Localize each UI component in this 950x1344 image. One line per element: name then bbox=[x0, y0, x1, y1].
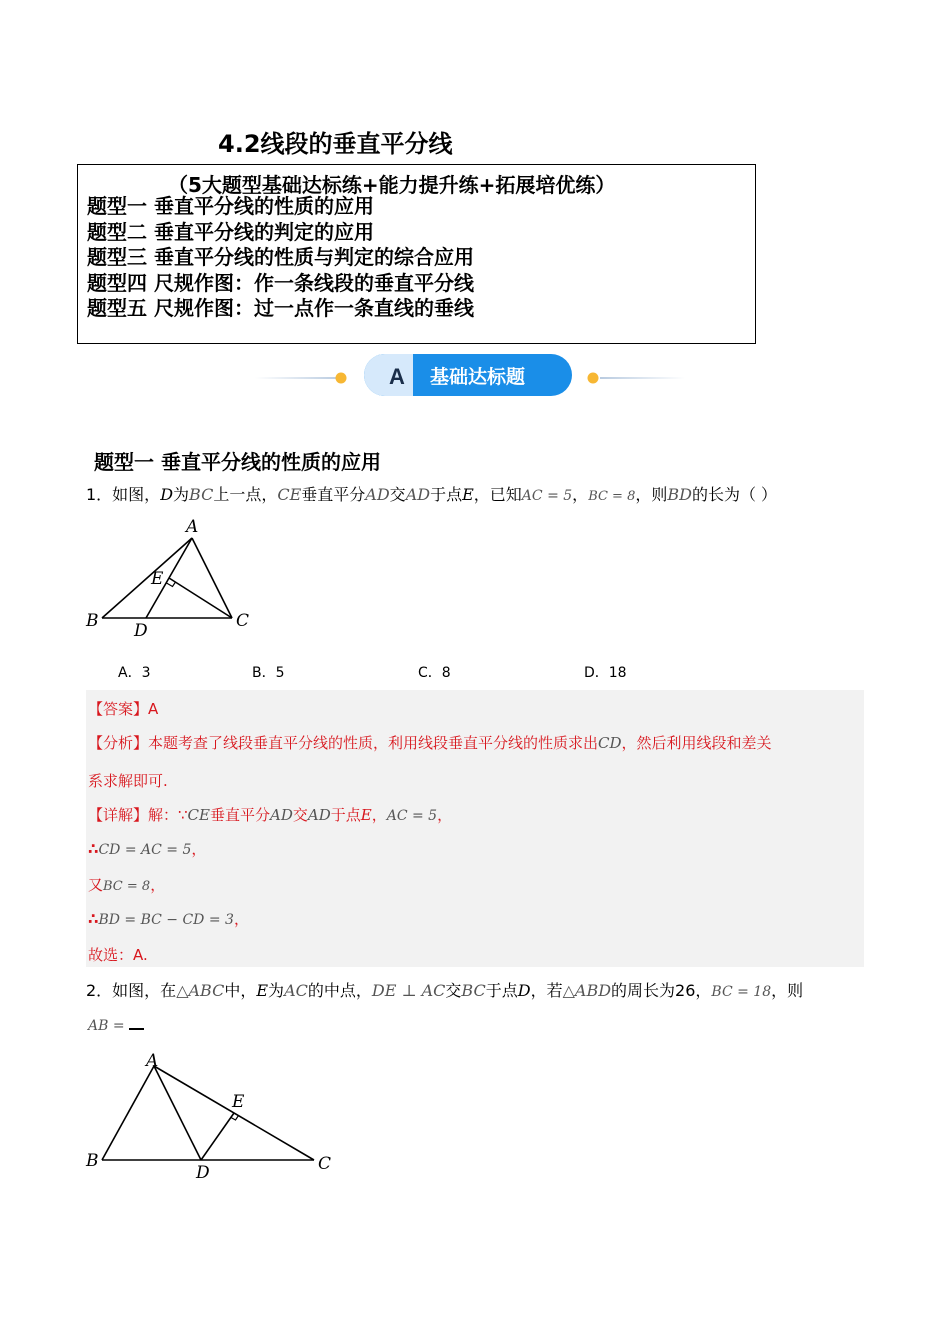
q1-text: 1．如图， bbox=[86, 485, 161, 504]
label-E: E bbox=[232, 1092, 245, 1112]
segment-DE bbox=[201, 1113, 234, 1160]
analysis-text: 【分析】本题考查了线段垂直平分线的性质，利用线段垂直平分线的性质求出 bbox=[88, 734, 599, 752]
math-var: E bbox=[462, 485, 474, 504]
banner-text: 基础达标题 bbox=[430, 366, 526, 388]
detail-text: ， bbox=[371, 806, 387, 824]
analysis-line-2: 系求解即可. bbox=[88, 772, 168, 790]
detail-text: ， bbox=[150, 876, 166, 894]
detail-text: ， bbox=[191, 840, 207, 858]
figure-1 bbox=[80, 516, 260, 640]
q2-text: 为 bbox=[268, 981, 285, 1000]
q2-text: ，若 bbox=[530, 981, 563, 1000]
answer-line: 【答案】A bbox=[88, 700, 159, 718]
q2-text: 2．如图，在 bbox=[86, 981, 177, 1000]
label-A: A bbox=[146, 1051, 159, 1071]
detail-text: ， bbox=[437, 806, 453, 824]
detail-line-3 bbox=[88, 874, 165, 895]
choice-d: D．18 bbox=[584, 665, 627, 681]
therefore-sign: ∴ bbox=[88, 910, 99, 928]
q1-text: 于点 bbox=[430, 485, 463, 504]
banner-letter: A bbox=[389, 364, 405, 389]
label-E: E bbox=[151, 569, 164, 589]
math-expr: BC = 8 bbox=[103, 879, 151, 894]
q1-text: 上一点， bbox=[213, 485, 278, 504]
math-var: AD bbox=[405, 485, 431, 504]
math-expr: AC = 5 bbox=[386, 808, 438, 824]
section-heading: 题型一 垂直平分线的性质的应用 bbox=[94, 450, 381, 474]
math-var: BC bbox=[189, 485, 214, 504]
detail-text: 交 bbox=[292, 806, 308, 824]
right-angle-mark bbox=[167, 582, 176, 587]
math-expr: BC = 8 bbox=[588, 489, 636, 504]
type-item: 题型五 尺规作图：过一点作一条直线的垂线 bbox=[87, 296, 474, 320]
question-2-cont bbox=[88, 1014, 144, 1037]
detail-line-2 bbox=[88, 838, 206, 859]
detail-line-4 bbox=[88, 908, 249, 929]
doc-title: 4.2线段的垂直平分线 bbox=[218, 130, 453, 158]
type-item: 题型四 尺规作图：作一条线段的垂直平分线 bbox=[87, 270, 474, 295]
q1-text: 的长为（ ） bbox=[691, 485, 778, 504]
q1-text: 交 bbox=[389, 485, 406, 504]
math-var: AD bbox=[365, 485, 390, 504]
label-B: B bbox=[86, 611, 99, 631]
math-var: CE bbox=[277, 485, 302, 504]
outline-box bbox=[77, 164, 756, 344]
math-var: E bbox=[360, 806, 372, 824]
math-var: AD bbox=[270, 806, 293, 824]
answer-blank bbox=[129, 1028, 144, 1030]
segment-AB bbox=[102, 1066, 154, 1160]
figure-2 bbox=[80, 1044, 340, 1184]
math-expr: △ABD bbox=[562, 981, 612, 1000]
math-expr: CD = AC = 5 bbox=[98, 842, 192, 858]
detail-text: 【详解】解：∵ bbox=[88, 806, 188, 824]
choice-c: C．8 bbox=[418, 665, 451, 681]
math-var: E bbox=[256, 981, 269, 1000]
type-item: 题型二 垂直平分线的判定的应用 bbox=[87, 219, 374, 244]
q2-text: 中， bbox=[224, 981, 257, 1000]
math-expr: BC = 18 bbox=[711, 984, 772, 1000]
choice-b: B．5 bbox=[252, 665, 285, 681]
detail-text: 又 bbox=[88, 876, 104, 894]
choice-a: A．3 bbox=[118, 665, 151, 681]
label-C: C bbox=[236, 611, 250, 631]
math-var: AD bbox=[307, 806, 331, 824]
detail-line-5: 故选：A. bbox=[88, 946, 148, 964]
math-expr: AC = 5 bbox=[521, 488, 573, 504]
outline-subtitle: （5大题型基础达标练+能力提升练+拓展培优练） bbox=[168, 173, 616, 197]
section-banner bbox=[255, 352, 685, 400]
math-expr: △ABC bbox=[176, 981, 225, 1000]
detail-text: ， bbox=[233, 910, 249, 928]
answer-box bbox=[86, 690, 864, 967]
analysis-line bbox=[88, 732, 772, 753]
banner-graphic bbox=[255, 352, 685, 400]
math-var: CE bbox=[187, 806, 210, 824]
banner-dot-right bbox=[588, 373, 599, 384]
type-item: 题型三 垂直平分线的性质与判定的综合应用 bbox=[87, 245, 474, 269]
q1-text: 为 bbox=[173, 485, 190, 504]
math-expr: BD = BC − CD = 3 bbox=[98, 912, 234, 928]
detail-text: 于点 bbox=[330, 806, 361, 824]
q1-text: ，已知 bbox=[473, 485, 522, 504]
question-1 bbox=[86, 484, 777, 508]
label-D: D bbox=[196, 1163, 210, 1183]
label-A: A bbox=[186, 517, 199, 537]
segment-AB bbox=[102, 538, 192, 618]
q2-text: 的周长为26， bbox=[611, 981, 712, 1000]
q1-text: ， bbox=[572, 485, 589, 504]
q1-text: 垂直平分 bbox=[301, 485, 366, 504]
banner-dot-left bbox=[336, 373, 347, 384]
therefore-sign: ∴ bbox=[88, 840, 99, 858]
math-var: D bbox=[517, 981, 531, 1000]
math-var: D bbox=[160, 485, 174, 504]
banner-line-left bbox=[255, 377, 340, 379]
analysis-text: ，然后利用线段和差关 bbox=[621, 734, 772, 752]
q1-text: ，则 bbox=[635, 485, 668, 504]
type-item: 题型一 垂直平分线的性质的应用 bbox=[87, 194, 374, 218]
q2-text: 交 bbox=[445, 981, 462, 1000]
q2-text: 于点 bbox=[485, 981, 518, 1000]
label-B: B bbox=[86, 1151, 99, 1171]
detail-text: 垂直平分 bbox=[209, 806, 270, 824]
detail-line-1 bbox=[88, 804, 452, 825]
math-var: CD bbox=[598, 734, 622, 752]
math-var: BD bbox=[667, 485, 692, 504]
label-C: C bbox=[318, 1154, 332, 1174]
math-expr: AB = bbox=[88, 1018, 125, 1034]
question-2 bbox=[86, 980, 803, 1003]
math-var: BC bbox=[461, 981, 486, 1000]
banner-line-right bbox=[600, 377, 685, 379]
q2-text: ，则 bbox=[771, 981, 804, 1000]
label-D: D bbox=[134, 621, 148, 640]
math-expr: DE ⊥ AC bbox=[371, 981, 446, 1000]
type-list bbox=[87, 194, 474, 322]
q2-text: 的中点， bbox=[307, 981, 372, 1000]
math-var: AC bbox=[284, 981, 308, 1000]
